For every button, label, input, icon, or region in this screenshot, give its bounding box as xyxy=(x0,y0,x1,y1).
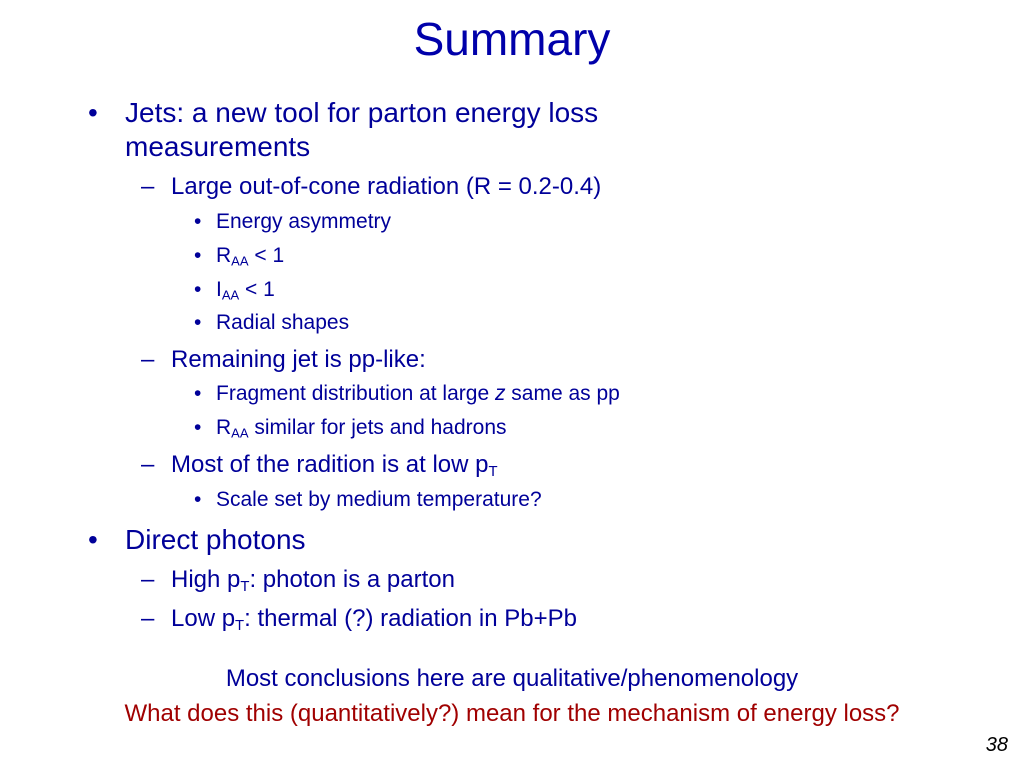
raa-similar-item: $R_{AA}$ similar for jets and hadrons xyxy=(216,416,507,441)
conclusion-line: Most conclusions here are qualitative/phenomenology xyxy=(225,665,799,692)
scale-item: Scale set by medium temperature? xyxy=(216,488,542,511)
iaa-item: $I_{AA} < 1$ xyxy=(216,278,275,303)
question-line: What does this (quantitatively?) mean for the mechanism of energy loss? xyxy=(124,700,900,727)
remaining-jet-item: Remaining jet is pp-like: xyxy=(171,346,426,373)
dash-marker: – xyxy=(141,346,155,373)
high-pt-item: High $p_T$: photon is a parton xyxy=(171,566,455,596)
bullet-marker: • xyxy=(194,488,202,511)
jets-heading-line2: measurements xyxy=(125,131,311,162)
dash-marker: – xyxy=(141,605,155,632)
energy-asymmetry-item: Energy asymmetry xyxy=(216,210,392,233)
bullet-marker: • xyxy=(194,382,202,405)
bullet-marker: • xyxy=(194,278,202,301)
dash-marker: – xyxy=(141,566,155,593)
dash-marker: – xyxy=(141,173,155,200)
bullet-marker: • xyxy=(88,97,98,128)
jets-heading-line1: Jets: a new tool for parton energy loss xyxy=(125,97,599,128)
bullet-marker: • xyxy=(194,244,202,267)
fragment-distribution-item: Fragment distribution at large z same as pp xyxy=(216,382,620,405)
bullet-marker: • xyxy=(194,210,202,233)
bullet-marker: • xyxy=(194,311,202,334)
out-of-cone-item: Large out-of-cone radiation (R = 0.2-0.4) xyxy=(171,173,602,200)
slide-title: Summary xyxy=(413,13,611,65)
radition-item: Most of the radition is at low $p_T$ xyxy=(171,451,498,481)
radial-shapes-item: Radial shapes xyxy=(216,311,350,334)
bullet-marker: • xyxy=(194,416,202,439)
raa-item: $R_{AA} < 1$ xyxy=(216,244,285,269)
bullet-marker: • xyxy=(88,524,98,555)
dash-marker: – xyxy=(141,451,155,478)
page-number: 38 xyxy=(985,734,1008,756)
direct-photons-heading: Direct photons xyxy=(125,524,306,555)
low-pt-item: Low $p_T$: thermal (?) radiation in Pb+Pb xyxy=(171,605,577,635)
